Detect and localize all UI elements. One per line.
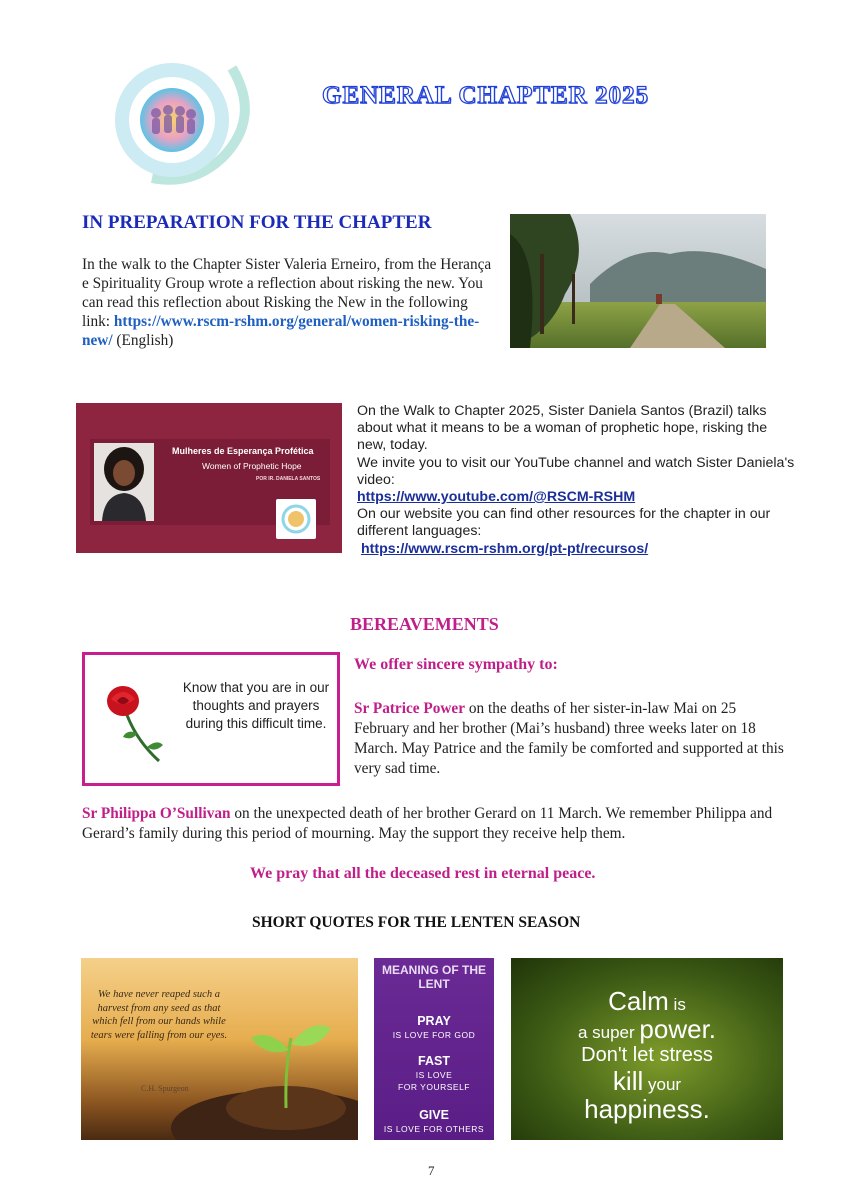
page-title: GENERAL CHAPTER 2025 <box>322 82 649 109</box>
patrice-name: Sr Patrice Power <box>354 700 465 717</box>
prep-heading: IN PREPARATION FOR THE CHAPTER <box>82 212 432 233</box>
philippa-text: on the unexpected death of her brother Gerard on 11 March. We remember Philippa and Gerard’s family during this period of mourning. May the support they receive help them. <box>82 805 773 842</box>
calm-kill: kill <box>612 1066 644 1096</box>
bereavements-heading: BEREAVEMENTS <box>350 614 499 634</box>
page-number: 7 <box>428 1163 435 1178</box>
walk-para-1: On the Walk to Chapter 2025, Sister Daniela Santos (Brazil) talks about what it means to be a woman of prophetic hope, risking the new, today. <box>357 403 768 454</box>
calm-your: your <box>643 1075 682 1094</box>
patrice-text: on the deaths of her sister-in-law Mai on 25 February and her brother (Mai’s husband) three weeks later on 18 March. May Patrice and the family be comforted and supported at this very sad time. <box>354 700 784 777</box>
sympathy-card <box>82 652 340 786</box>
philippa-name: Sr Philippa O’Sullivan <box>82 805 231 822</box>
spurgeon-quote-image <box>81 958 358 1140</box>
quotes-heading: SHORT QUOTES FOR THE LENTEN SEASON <box>252 914 581 931</box>
youtube-channel-link[interactable]: https://www.youtube.com/@RSCM-RSHM <box>357 489 636 506</box>
rose-icon <box>97 681 167 767</box>
lent-give-sub: IS LOVE FOR OTHERS <box>383 1124 485 1134</box>
calm-quote-image <box>511 958 783 1140</box>
lent-title: MEANING OF THE LENT <box>382 963 486 991</box>
lent-fast: FAST <box>418 1054 450 1068</box>
lent-give: GIVE <box>419 1108 449 1122</box>
prep-link-suffix: (English) <box>112 332 174 349</box>
calm-happiness: happiness. <box>584 1094 710 1124</box>
sympathy-message: Know that you are in our thoughts and prayers during this difficult time. <box>182 680 330 731</box>
resources-link[interactable]: https://www.rscm-rshm.org/pt-pt/recursos/ <box>360 540 649 557</box>
video-title: Mulheres de Esperança Profética <box>172 446 314 456</box>
video-author: POR IR. DANIELA SANTOS <box>256 476 321 482</box>
calm-stress: stress <box>659 1044 713 1066</box>
prayer-line: We pray that all the deceased rest in eternal peace. <box>250 865 596 882</box>
calm-power: power. <box>639 1014 717 1044</box>
patrice-entry <box>354 699 794 779</box>
lent-pray-sub: IS LOVE FOR GOD <box>392 1030 476 1040</box>
prep-text: In the walk to the Chapter Sister Valeria Erneiro, from the Herança e Spirituality Group wrote a reflection about risking the new. You can read this reflection about Risking the New in the following link: <box>82 256 492 330</box>
youtube-video-thumbnail[interactable] <box>76 403 342 553</box>
walk-para-2: We invite you to visit our YouTube channel and watch Sister Daniela's video: <box>357 454 795 488</box>
risking-new-link[interactable]: https://www.rscm-rshm.org/general/women-risking-the-new/ <box>82 313 480 349</box>
prep-body <box>82 255 492 350</box>
spurgeon-quote-author: C.H. Spurgeon <box>141 1084 189 1093</box>
sister-daniela-photo <box>94 443 154 521</box>
philippa-entry <box>82 804 802 844</box>
lent-pray: PRAY <box>417 1014 451 1028</box>
sympathy-intro: We offer sincere sympathy to: <box>354 656 558 673</box>
lent-fast-sub1: IS LOVE <box>415 1070 453 1080</box>
spurgeon-quote-text: We have never reaped such a harvest from any seed as that which fell from our hands while tears were falling from our eyes. <box>90 989 228 1041</box>
video-subtitle: Women of Prophetic Hope <box>202 461 302 471</box>
chapter-logo <box>112 58 252 188</box>
landscape-photo <box>510 214 766 348</box>
walk-to-chapter-text <box>357 403 797 558</box>
calm-is: is <box>668 995 686 1014</box>
video-chapter-logo <box>276 499 316 539</box>
calm-dont-let: Don't let <box>581 1044 660 1066</box>
calm-super: a super <box>577 1023 640 1042</box>
walk-para-3: On our website you can find other resources for the chapter in our different languages: <box>357 506 771 540</box>
meaning-of-lent-image <box>374 958 494 1140</box>
calm-word: Calm <box>608 986 669 1016</box>
lent-fast-sub2: FOR YOURSELF <box>398 1082 470 1092</box>
